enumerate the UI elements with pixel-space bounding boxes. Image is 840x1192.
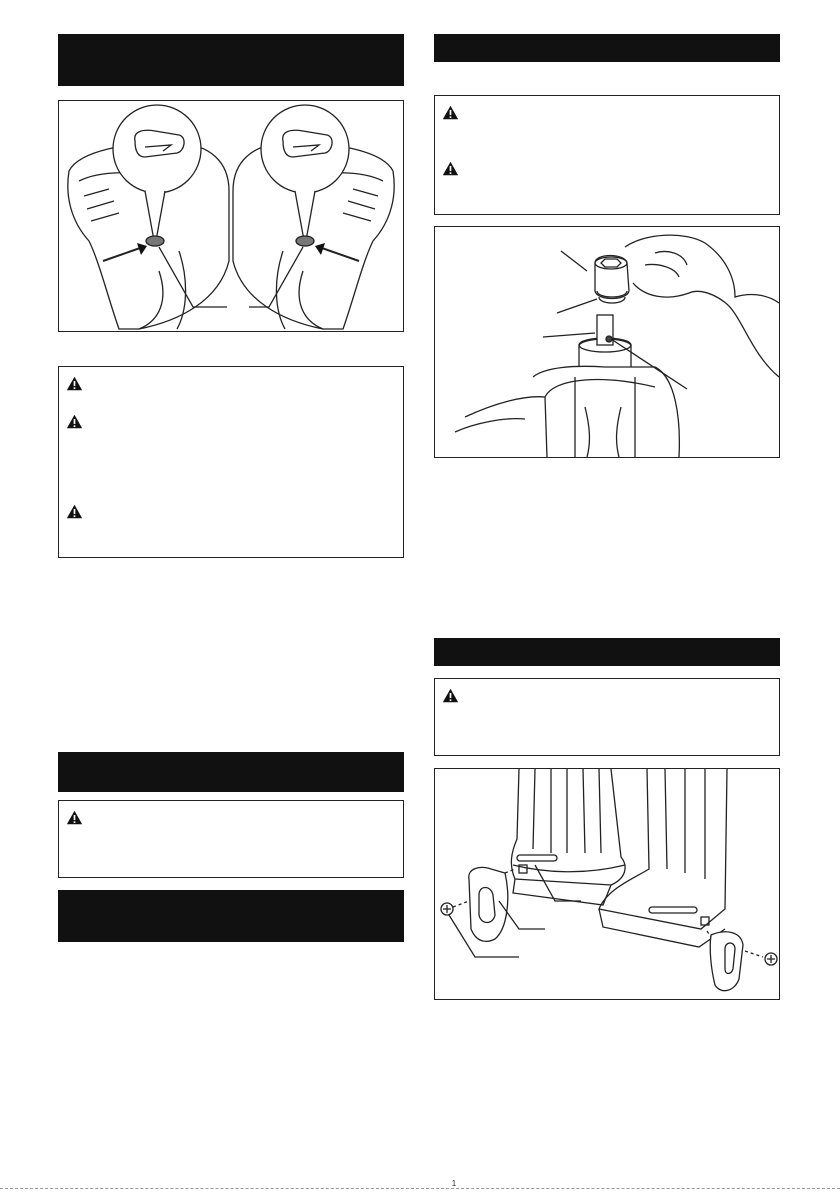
warning-box-4 (434, 678, 780, 756)
figure-socket-install (434, 226, 780, 458)
section-header-bar-1 (58, 34, 404, 86)
socket-install-illustration (435, 227, 779, 457)
warning-triangle-icon (66, 503, 83, 520)
warning-box-3 (434, 95, 780, 215)
warning-box-1 (58, 366, 404, 558)
warning-triangle-icon (442, 687, 459, 704)
figure-hook-install (434, 768, 780, 1000)
section-header-bar-3 (58, 890, 404, 942)
warning-triangle-icon (66, 375, 83, 392)
hook-install-illustration (435, 769, 779, 999)
section-header-bar-4 (434, 34, 780, 62)
bit-indicator-illustration (59, 101, 403, 331)
warning-triangle-icon (66, 413, 83, 430)
warning-triangle-icon (66, 809, 83, 826)
warning-triangle-icon (442, 104, 459, 121)
figure-bit-indicator (58, 100, 404, 332)
section-header-bar-2 (58, 752, 404, 792)
section-header-bar-5 (434, 638, 780, 666)
page-mark: 1 (451, 1179, 457, 1188)
page-bottom-rule (0, 1188, 840, 1189)
warning-box-2 (58, 800, 404, 878)
warning-triangle-icon (442, 160, 459, 177)
